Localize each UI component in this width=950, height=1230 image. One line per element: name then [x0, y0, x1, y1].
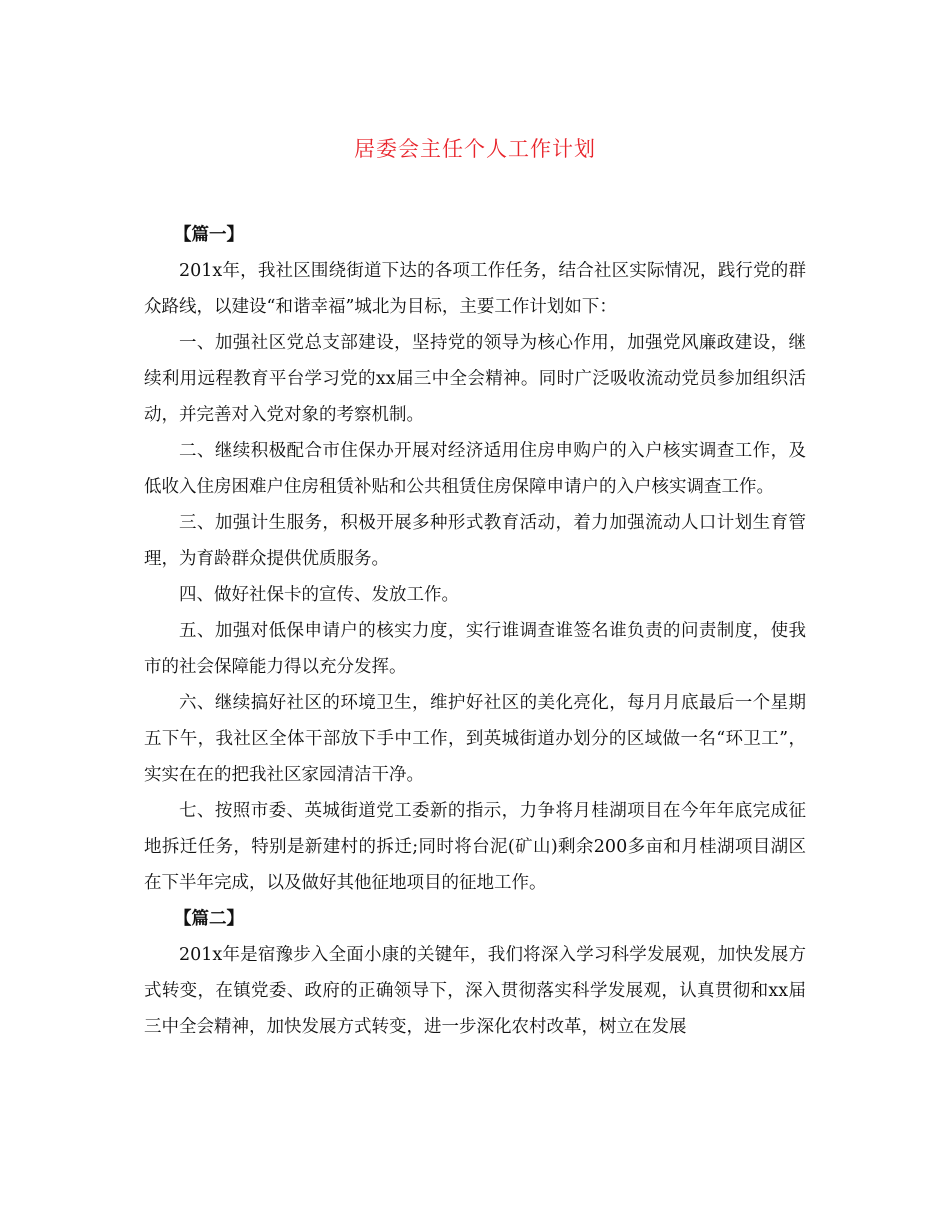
section-heading-2: 【篇二】: [174, 909, 244, 929]
paragraph: 201x年是宿豫步入全面小康的关键年，我们将深入学习科学发展观，加快发展方式转变，在镇党委、政府的正确领导下，深入贯彻落实科学发展观，认真贯彻和xx届三中全会精神，加快发展方式转变，进一步深化农村改革，树立在发展: [144, 945, 806, 1037]
paragraph: 七、按照市委、英城街道党工委新的指示，力争将月桂湖项目在今年年底完成征地拆迁任务，特别是新建村的拆迁;同时将台泥(矿山)剩余200多亩和月桂湖项目湖区在下半年完成，以及做好其他征地项目的征地工作。: [144, 801, 806, 893]
paragraph: 六、继续搞好社区的环境卫生，维护好社区的美化亮化，每月月底最后一个星期五下午，我社区全体干部放下手中工作，到英城街道办划分的区域做一名“环卫工”，实实在在的把我社区家园清洁干净。: [144, 693, 806, 785]
paragraph: 201x年，我社区围绕街道下达的各项工作任务，结合社区实际情况，践行党的群众路线，以建设“和谐幸福”城北为目标，主要工作计划如下：: [144, 261, 806, 317]
paragraph: 四、做好社保卡的宣传、发放工作。: [179, 585, 459, 605]
paragraph: 三、加强计生服务，积极开展多种形式教育活动，着力加强流动人口计划生育管理，为育龄群众提供优质服务。: [144, 513, 806, 569]
section-heading-1: 【篇一】: [174, 225, 244, 245]
document-body: [144, 217, 806, 1045]
paragraph: 二、继续积极配合市住保办开展对经济适用住房申购户的入户核实调查工作，及低收入住房困难户住房租赁补贴和公共租赁住房保障申请户的入户核实调查工作。: [144, 441, 806, 497]
document-title: 居委会主任个人工作计划: [354, 137, 596, 161]
paragraph: 一、加强社区党总支部建设，坚持党的领导为核心作用，加强党风廉政建设，继续利用远程教育平台学习党的xx届三中全会精神。同时广泛吸收流动党员参加组织活动，并完善对入党对象的考察机制。: [144, 333, 806, 425]
paragraph: 五、加强对低保申请户的核实力度，实行谁调查谁签名谁负责的问责制度，使我市的社会保障能力得以充分发挥。: [144, 621, 806, 677]
